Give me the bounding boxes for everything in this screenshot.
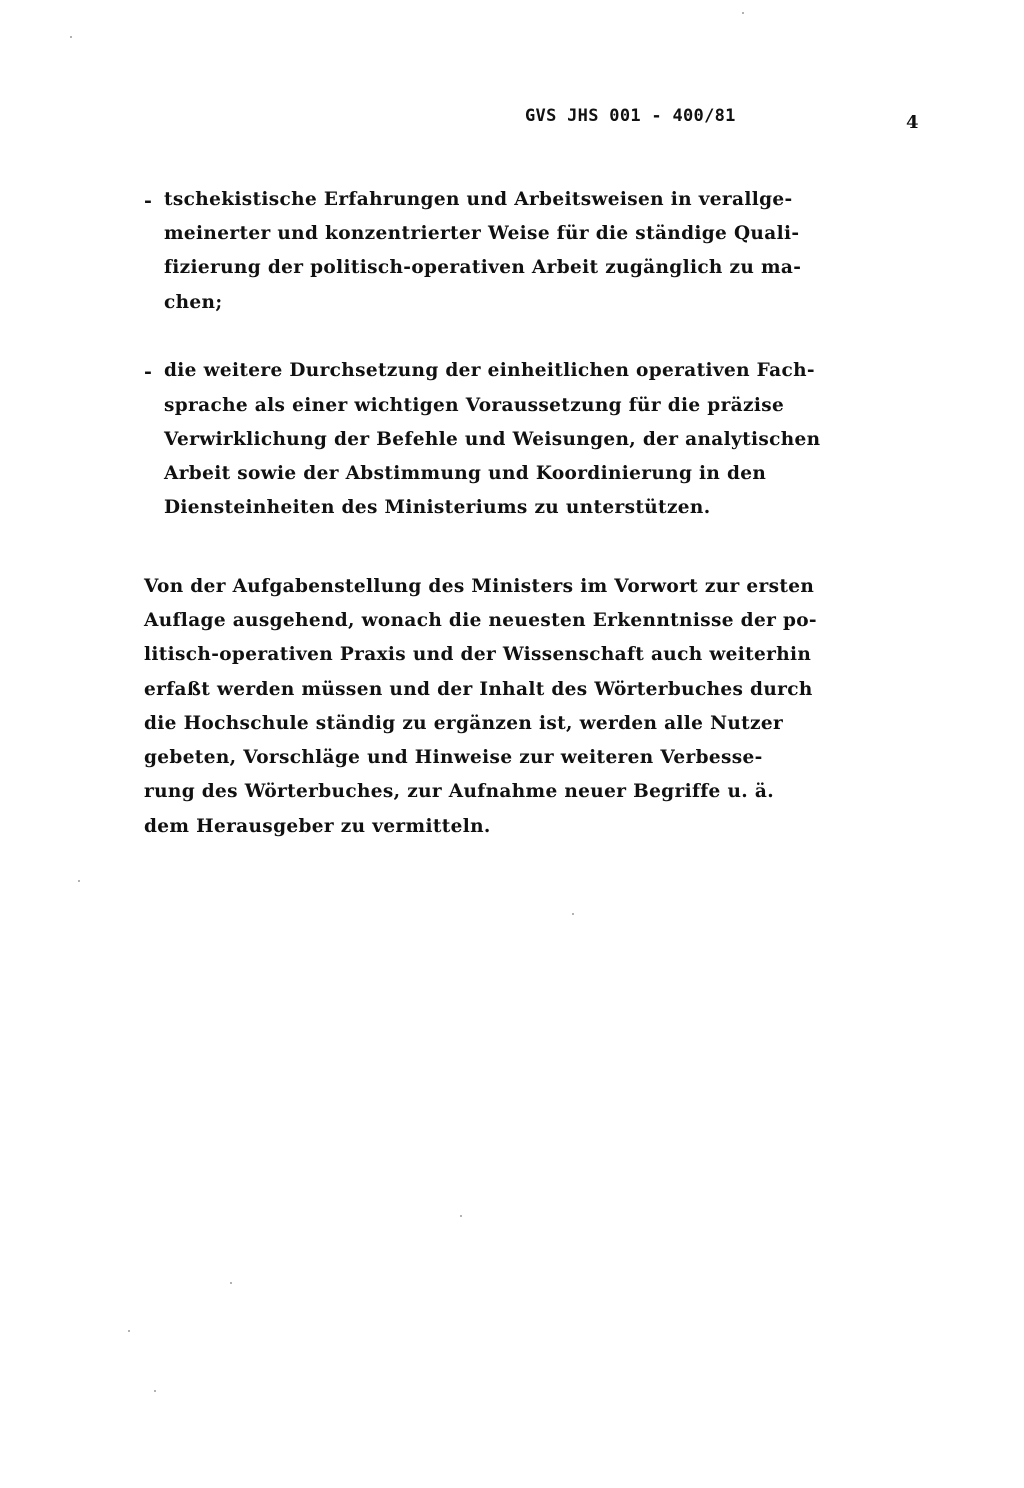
scan-speck xyxy=(230,1282,232,1284)
text-line: sprache als einer wichtigen Voraussetzung für die präzise xyxy=(164,395,785,416)
document-reference: GVS JHS 001 - 400/81 xyxy=(525,106,736,126)
scan-speck xyxy=(742,12,744,14)
text-line: dem Herausgeber zu vermitteln. xyxy=(144,816,491,837)
text-line: Diensteinheiten des Ministeriums zu unterstützen. xyxy=(164,497,711,518)
bullet-dash: - xyxy=(144,190,152,212)
text-line: tschekistische Erfahrungen und Arbeitsweisen in verallge- xyxy=(164,189,793,210)
text-line: rung des Wörterbuches, zur Aufnahme neuer Begriffe u. ä. xyxy=(144,781,774,802)
text-line: Von der Aufgabenstellung des Ministers im Vorwort zur ersten xyxy=(144,576,815,597)
text-line: chen; xyxy=(164,292,223,313)
text-line: gebeten, Vorschläge und Hinweise zur weiteren Verbesse- xyxy=(144,747,763,768)
page-number: 4 xyxy=(906,112,919,133)
text-line: erfaßt werden müssen und der Inhalt des Wörterbuches durch xyxy=(144,679,813,700)
text-line: Auflage ausgehend, wonach die neuesten Erkenntnisse der po- xyxy=(144,610,817,631)
bullet-dash: - xyxy=(144,361,152,383)
text-line: litisch-operativen Praxis und der Wissenschaft auch weiterhin xyxy=(144,644,812,665)
text-line: Arbeit sowie der Abstimmung und Koordinierung in den xyxy=(164,463,767,484)
scan-speck xyxy=(154,1390,156,1392)
text-line: die Hochschule ständig zu ergänzen ist, werden alle Nutzer xyxy=(144,713,784,734)
text-line: meinerter und konzentrierter Weise für die ständige Quali- xyxy=(164,223,800,244)
text-line: Verwirklichung der Befehle und Weisungen, der analytischen xyxy=(164,429,821,450)
scan-speck xyxy=(128,1330,130,1332)
text-line: die weitere Durchsetzung der einheitlichen operativen Fach- xyxy=(164,360,815,381)
scan-speck xyxy=(460,1215,462,1217)
scan-speck xyxy=(78,880,80,882)
scan-speck xyxy=(572,913,574,915)
scan-speck xyxy=(70,36,72,38)
text-line: fizierung der politisch-operativen Arbeit zugänglich zu ma- xyxy=(164,257,802,278)
